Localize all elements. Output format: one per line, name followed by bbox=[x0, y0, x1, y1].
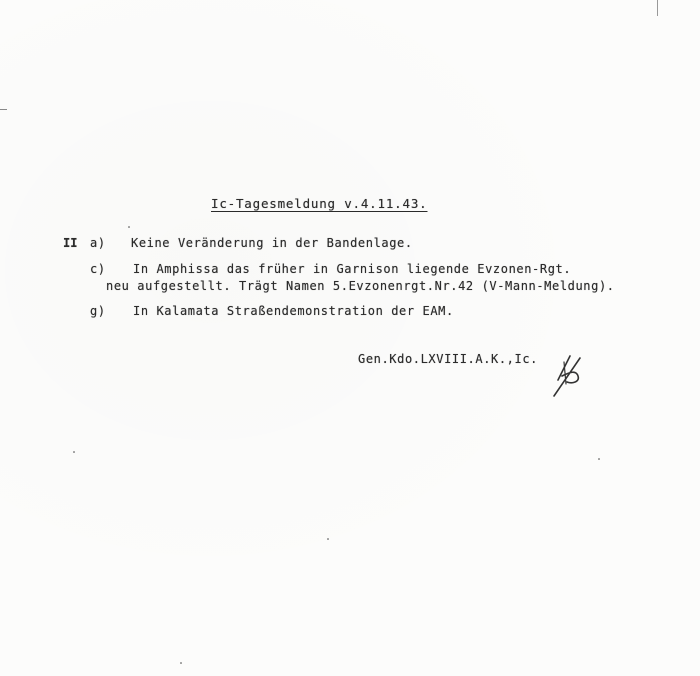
paper-speck bbox=[180, 662, 182, 664]
paper-speck bbox=[327, 538, 329, 540]
signature-icon bbox=[540, 350, 586, 398]
item-text: Keine Veränderung in der Bandenlage. bbox=[131, 236, 413, 250]
item-label: a) bbox=[90, 236, 106, 250]
item-text: neu aufgestellt. Trägt Namen 5.Evzonenrgt.Nr.42 (V-Mann-Meldung). bbox=[106, 279, 615, 293]
item-text: In Kalamata Straßendemonstration der EAM. bbox=[133, 304, 454, 318]
item-label: c) bbox=[90, 262, 106, 276]
item-text: In Amphissa das früher in Garnison liegende Evzonen-Rgt. bbox=[133, 262, 572, 276]
margin-mark bbox=[0, 109, 7, 110]
document-title: Ic-Tagesmeldung v.4.11.43. bbox=[211, 196, 428, 211]
section-numeral: II bbox=[63, 236, 78, 250]
sender-line: Gen.Kdo.LXVIII.A.K.,Ic. bbox=[358, 352, 538, 366]
margin-mark bbox=[657, 0, 658, 16]
paper-speck bbox=[73, 451, 75, 453]
paper-speck bbox=[598, 458, 600, 460]
paper-speck bbox=[128, 226, 130, 228]
item-label: g) bbox=[90, 304, 106, 318]
